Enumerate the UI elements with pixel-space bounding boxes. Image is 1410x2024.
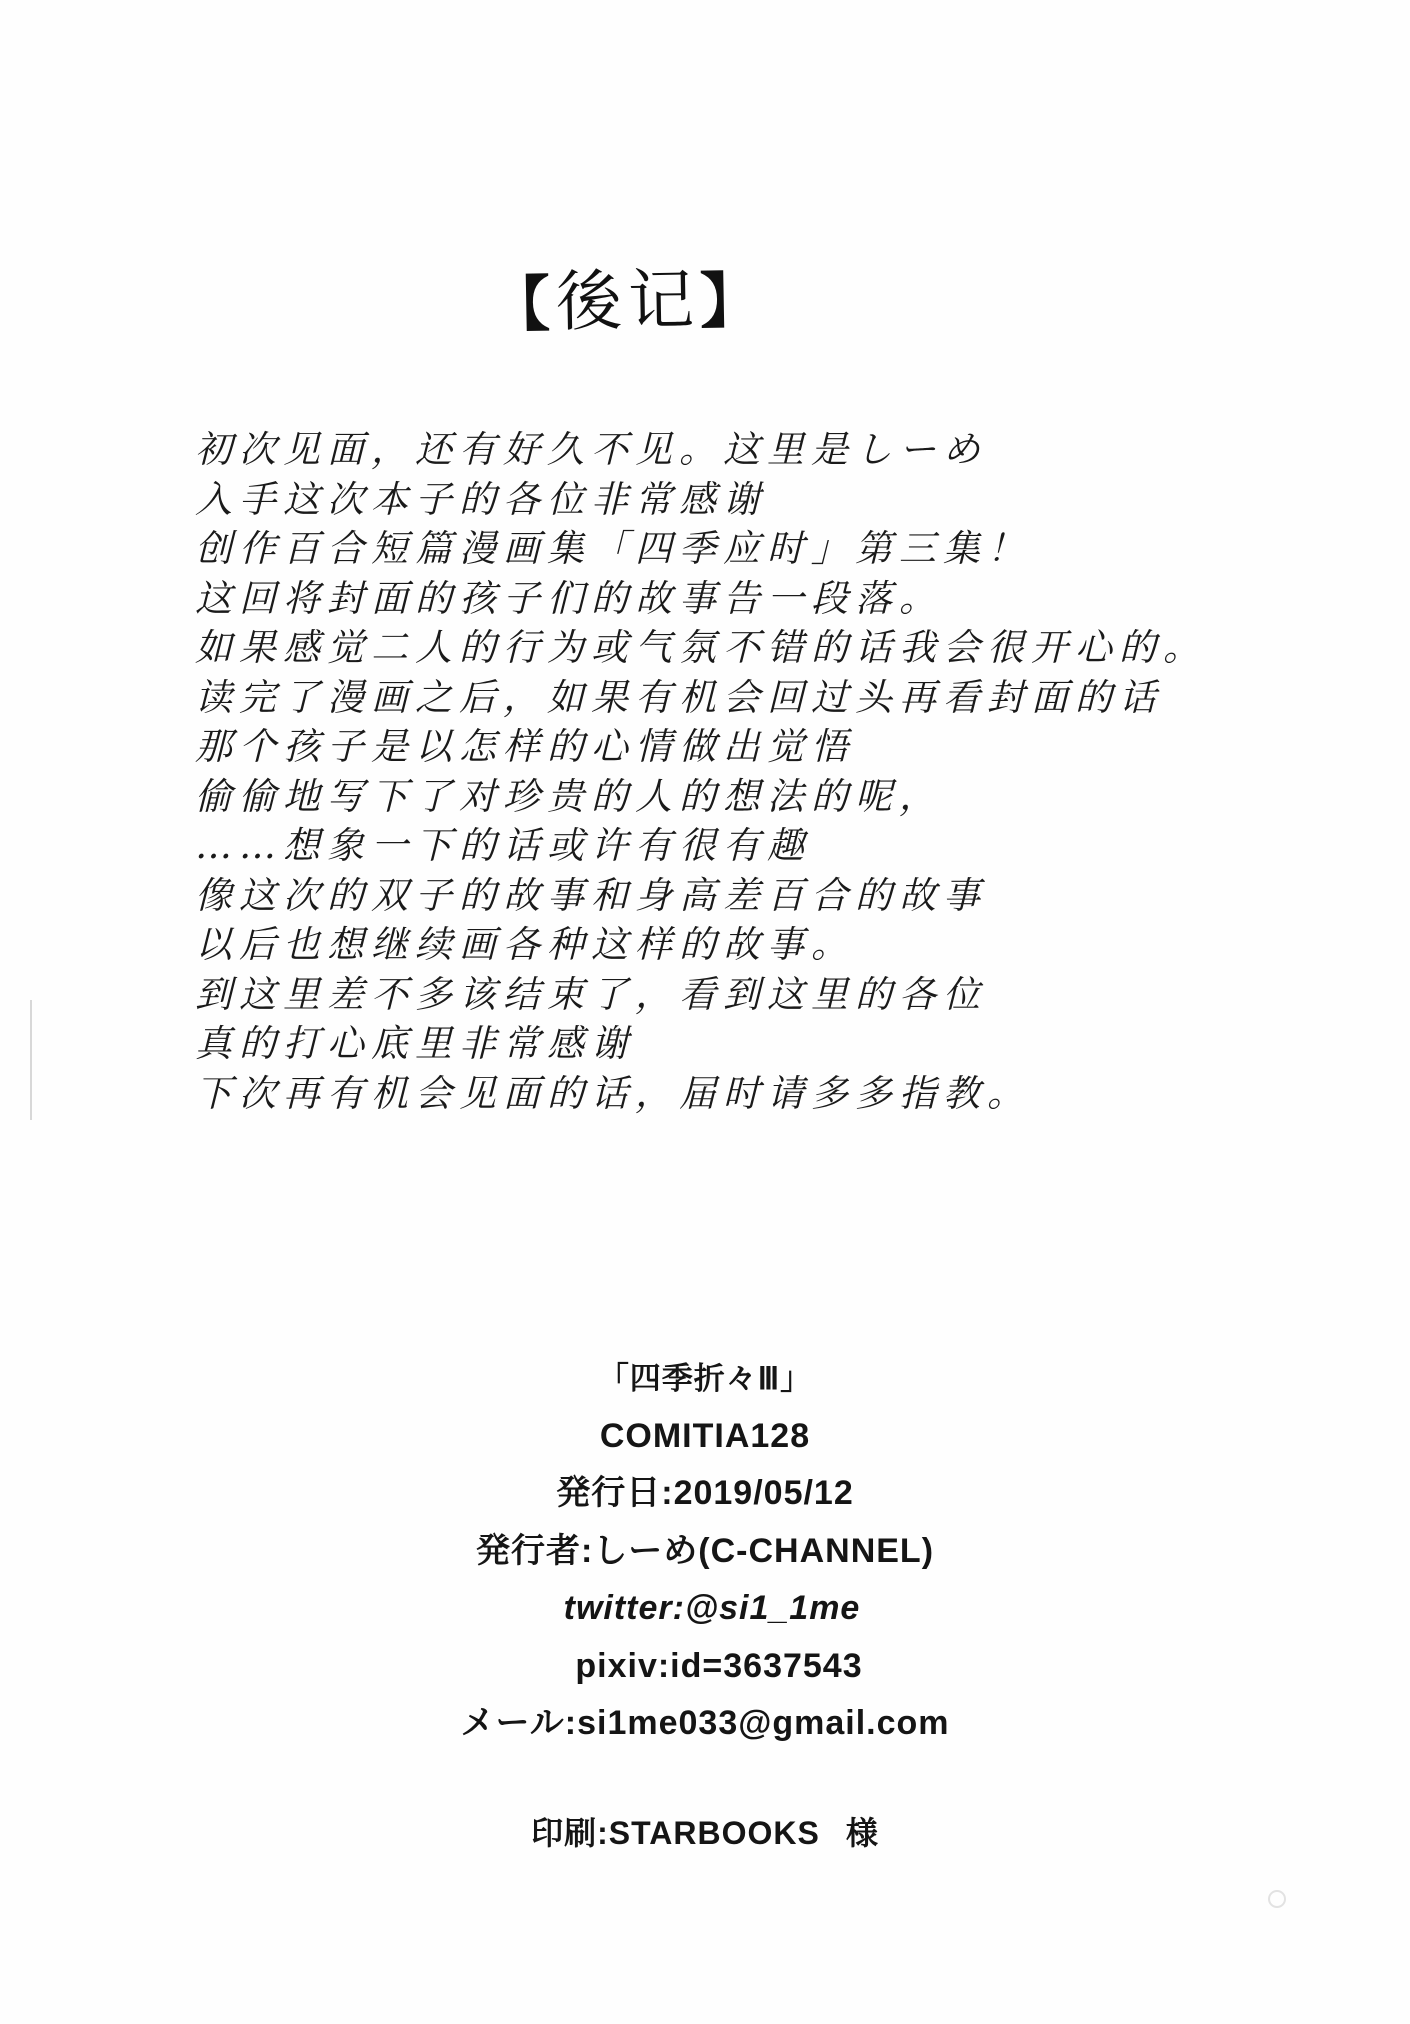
- afterword-line: 到这里差不多该结束了，看到这里的各位: [195, 972, 987, 1016]
- afterword-line: 真的打心底里非常感谢: [195, 1022, 635, 1065]
- mail-address: メール:si1me033@gmail.com: [460, 1704, 950, 1742]
- printer-honorific: 様: [845, 1815, 879, 1851]
- afterword-line: 读完了漫画之后，如果有机会回过头再看封面的话: [195, 675, 1163, 719]
- publish-date: 発行日:2019/05/12: [556, 1474, 854, 1512]
- afterword-line: 这回将封面的孩子们的故事告一段落。: [195, 576, 943, 620]
- afterword-line: ……想象一下的话或许有很有趣: [195, 824, 811, 867]
- book-title: 「四季折々Ⅲ」: [597, 1361, 813, 1396]
- title-open-bracket: 【: [489, 269, 557, 341]
- afterword-line: 初次见面，还有好久不见。这里是しーめ: [195, 428, 987, 471]
- afterword-line: 如果感觉二人的行为或气氛不错的话我会很开心的。: [195, 626, 1207, 669]
- afterword-title: [489, 251, 921, 348]
- afterword-body: [195, 425, 1325, 1118]
- publisher: 発行者:しーめ(C-CHANNEL): [475, 1531, 935, 1570]
- afterword-line: 下次再有机会见面的话，届时请多多指教。: [195, 1071, 1031, 1115]
- afterword-line: 创作百合短篇漫画集「四季应时」第三集！: [195, 527, 1031, 570]
- afterword-line: 偷偷地写下了对珍贵的人的想法的呢，: [195, 774, 943, 818]
- scan-speck: [1268, 1890, 1286, 1908]
- twitter-handle: twitter:@si1_1me: [563, 1589, 861, 1627]
- afterword-line: 那个孩子是以怎样的心情做出觉悟: [195, 725, 855, 768]
- printer-label: 印刷:STARBOOKS: [531, 1815, 820, 1851]
- title-close-bracket: 】: [699, 265, 767, 338]
- afterword-line: 像这次的双子的故事和身高差百合的故事: [195, 873, 987, 917]
- event-name: COMITIA128: [599, 1416, 811, 1455]
- printer-credit: [405, 1808, 1005, 1854]
- colophon: [405, 1350, 1005, 1753]
- pixiv-id: pixiv:id=3637543: [575, 1646, 863, 1685]
- scan-edge-mark: [30, 1000, 32, 1120]
- afterword-line: 入手这次本子的各位非常感谢: [195, 477, 767, 521]
- title-text: 後记: [555, 261, 701, 341]
- afterword-line: 以后也想继续画各种这样的故事。: [195, 923, 855, 966]
